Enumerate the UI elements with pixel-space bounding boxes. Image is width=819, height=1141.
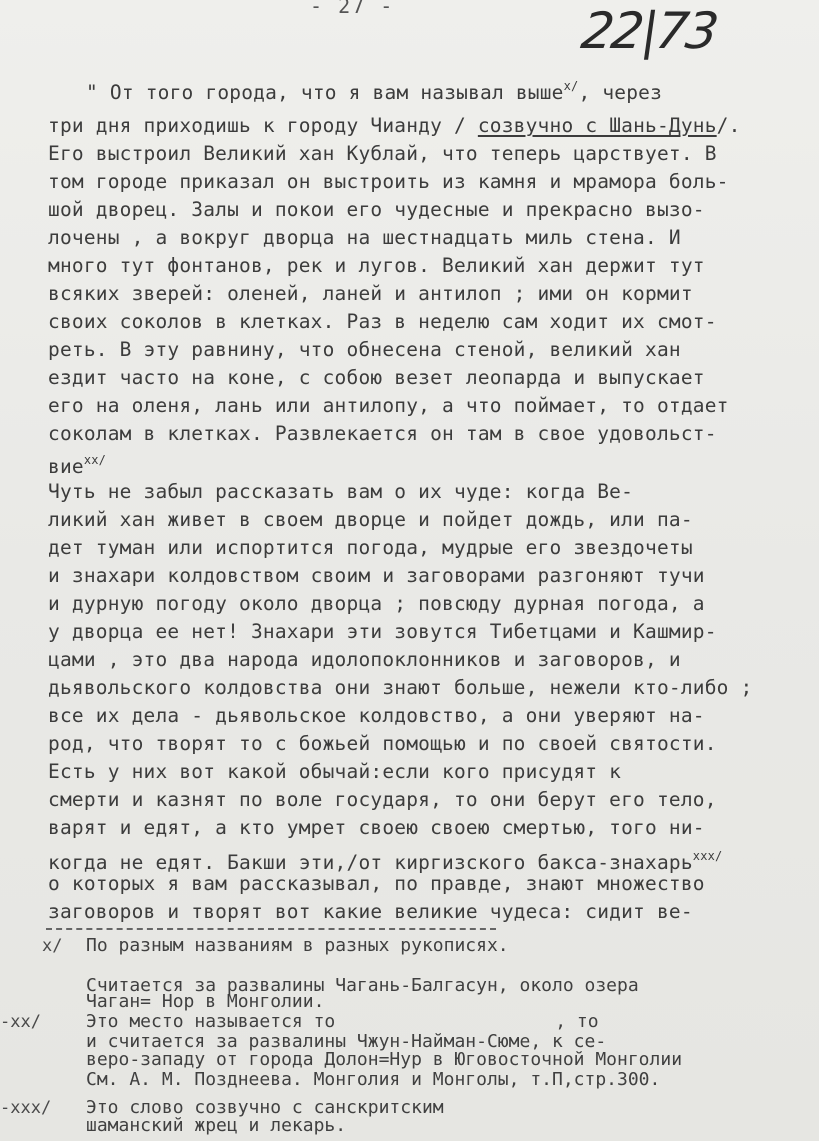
text-line: род, что творят то с божьей помощью и по своей святости. — [48, 732, 717, 755]
text-line: его на оленя, лань или антилопу, а что поймает, то отдает — [48, 394, 729, 417]
footnote-marker: -xx/ — [0, 1012, 41, 1032]
text-line-tail: /. — [716, 114, 741, 137]
text-line: дет туман или испортится погода, мудрые его звездочеты — [48, 536, 693, 559]
text-line: у дворца ее нет! Знахари эти зовутся Тибетцами и Кашмир- — [48, 620, 717, 643]
footnote-text: Это слово созвучно с санскритским — [86, 1097, 444, 1118]
text-line — [86, 74, 662, 105]
footnote-text: По разным названиям в разных рукописях. — [86, 935, 509, 956]
footnote-text-tail: , то — [555, 1011, 599, 1032]
footnote-text: шаманский жрец и лекарь. — [86, 1115, 347, 1136]
text-line: Чуть не забыл рассказать вам о их чуде: когда Ве- — [48, 480, 634, 503]
text-line: Есть у них вот какой обычай:если кого присудят к — [48, 760, 622, 783]
text-line: том городе приказал он выстроить из камня и мрамора боль- — [48, 170, 729, 193]
text-line: Его выстроил Великий хан Кублай, что теперь царствует. В — [48, 142, 717, 165]
text-line: своих соколов в клетках. Раз в неделю сам ходит их смот- — [48, 310, 717, 333]
footnote-ref-x: x/ — [563, 79, 579, 93]
text-line: о которых я вам рассказывал, по правде, знают множество — [48, 872, 705, 895]
text-line: шой дворец. Залы и покои его чудесные и прекрасно вызо- — [48, 198, 705, 221]
footnote-text: и считается за развалины Чжун-Найман-Сюме, к се- — [86, 1031, 607, 1052]
stray-semicolon: ; — [740, 676, 753, 699]
footnote-text-content: Это место называется то — [86, 1011, 336, 1032]
footnote-text — [86, 1012, 599, 1032]
text-line: цами , это два народа идолопоклонников и заговоров, и — [48, 648, 681, 671]
text-line — [48, 114, 741, 138]
text-line: все их дела - дьявольское колдовство, а они уверяют на- — [48, 704, 705, 727]
text-line: всяких зверей: оленей, ланей и антилоп ; ими он кормит — [48, 282, 693, 305]
footnote-text: веро-западу от города Долон=Нур в Юговосточной Монголии — [86, 1049, 683, 1070]
text-line-content: дьявольского колдовства они знают больше, нежели кто-либо — [48, 676, 729, 699]
text-line: смерти и казнят по воле государя, то они берут его тело, — [48, 788, 717, 811]
text-line: и дурную погоду около дворца ; повсюду дурная погода, а — [48, 592, 705, 615]
footnote-text: Чаган= Нор в Монголии. — [86, 991, 325, 1012]
text-line-content: вие — [48, 455, 84, 478]
text-line: соколам в клетках. Развлекается он там в свое удовольст- — [48, 422, 717, 445]
text-line: заговоров и творят вот какие великие чудеса: сидит ве- — [48, 900, 693, 923]
footnote-separator — [46, 928, 496, 930]
text-line-content: три дня приходишь к городу Чианду / — [48, 114, 466, 137]
page-number: - 27 - — [310, 0, 395, 18]
text-line-content: " От того города, что я вам называл выше — [86, 81, 564, 104]
text-line — [48, 448, 106, 479]
footnote-marker: x/ — [42, 936, 63, 956]
footnote-marker: -xxx/ — [0, 1098, 52, 1118]
text-line: много тут фонтанов, рек и лугов. Великий хан держит тут — [48, 254, 705, 277]
handwritten-archive-number: 22|73 — [577, 2, 721, 60]
text-line-content: когда не едят. Бакши эти,/от киргизского бакса-знахарь — [48, 851, 693, 874]
text-line: варят и едят, а кто умрет своею своею смертью, того ни- — [48, 816, 705, 839]
text-line-tail: , через — [578, 81, 663, 104]
footnote-ref-xxx: xxx/ — [692, 849, 723, 863]
text-line: лочены , а вокруг дворца на шестнадцать миль стена. И — [48, 226, 681, 249]
footnote-ref-xx: xx/ — [83, 453, 107, 467]
text-line: реть. В эту равнину, что обнесена стеной, великий хан — [48, 338, 681, 361]
footnote-text: Считается за развалины Чагань-Балгасун, около озера — [86, 975, 639, 996]
underlined-phrase: созвучно с Шань-Дунь — [477, 114, 717, 137]
footnote-text: См. А. М. Позднеева. Монголия и Монголы, т.П,стр.300. — [86, 1069, 661, 1090]
text-line: ликий хан живет в своем дворце и пойдет дождь, или па- — [48, 508, 693, 531]
text-line — [48, 676, 753, 700]
text-line: ездит часто на коне, с собою везет леопарда и выпускает — [48, 366, 705, 389]
text-line — [48, 844, 722, 875]
text-line: и знахари колдовством своим и заговорами разгоняют тучи — [48, 564, 705, 587]
